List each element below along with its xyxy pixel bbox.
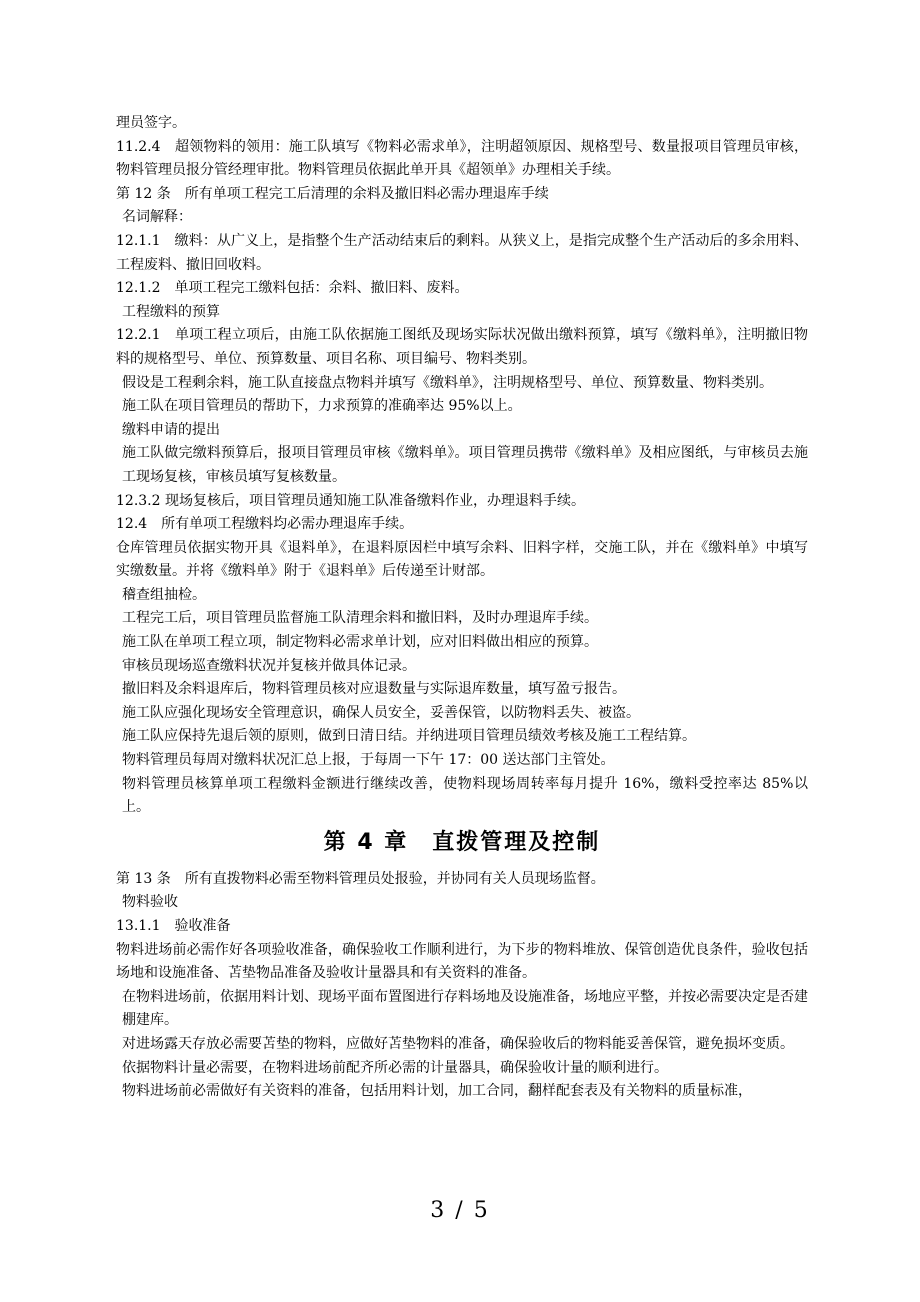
page-body <box>116 112 808 1104</box>
paragraph: 第 12 条 所有单项工程完工后清理的余料及撤旧料必需办理退库手续 <box>116 185 549 202</box>
paragraph: 依据物料计量必需要，在物料进场前配齐所必需的计量器具，确保验收计量的顺利进行。 <box>122 1059 668 1076</box>
paragraph: 工程完工后，项目管理员监督施工队清理余料和撤旧料，及时办理退库手续。 <box>122 610 598 627</box>
section-bottom <box>116 868 808 1104</box>
paragraph: 名词解释： <box>122 209 192 226</box>
paragraph: 在物料进场前，依据用料计划、现场平面布置图进行存料场地及设施准备，场地应平整，并按必需要决定是否建棚建库。 <box>122 988 808 1029</box>
paragraph: 施工队做完缴料预算后，报项目管理员审核《缴料单》。项目管理员携带《缴料单》及相应图纸，与审核员去施工现场复核，审核员填写复核数量。 <box>122 445 808 485</box>
paragraph: 稽查组抽检。 <box>122 586 206 603</box>
paragraph: 物料进场前必需作好各项验收准备，确保验收工作顺利进行，为下步的物料堆放、保管创造优良条件，验收包括场地和设施准备、苫垫物品准备及验收计量器具和有关资料的准备。 <box>116 941 808 982</box>
paragraph: 对进场露天存放必需要苫垫的物料，应做好苫垫物料的准备，确保验收后的物料能妥善保管，避免损坏变质。 <box>122 1035 794 1052</box>
paragraph: 假设是工程剩余料，施工队直接盘点物料并填写《缴料单》，注明规格型号、单位、预算数量、物料类别。 <box>122 374 773 391</box>
paragraph: 理员签字。 <box>116 115 186 131</box>
paragraph: 物料管理员核算单项工程缴料金额进行继续改善，使物料现场周转率每月提升 16%，缴料受控率达 85%以上。 <box>122 775 808 816</box>
paragraph: 缴料申请的提出 <box>122 421 220 438</box>
paragraph: 施工队在单项工程立项，制定物料必需求单计划，应对旧料做出相应的预算。 <box>122 634 598 651</box>
paragraph: 第 13 条 所有直拨物料必需至物料管理员处报验，并协同有关人员现场监督。 <box>116 870 605 887</box>
paragraph: 物料管理员每周对缴料状况汇总上报，于每周一下午 17：00 送达部门主管处。 <box>122 752 615 769</box>
paragraph: 审核员现场巡查缴料状况并复核并做具体记录。 <box>122 657 416 674</box>
paragraph: 12.1.2 单项工程完工缴料包括：余料、撤旧料、废料。 <box>116 280 469 297</box>
page-number: 3 / 5 <box>430 1198 490 1223</box>
paragraph: 仓库管理员依据实物开具《退料单》，在退料原因栏中填写余料、旧料字样，交施工队，并在《缴料单》中填写实缴数量。并将《缴料单》附于《退料单》后传递至计财部。 <box>116 539 808 580</box>
paragraph: 13.1.1 验收准备 <box>116 918 231 934</box>
paragraph: 工程缴料的预算 <box>122 303 220 320</box>
chapter-title: 第 4 章 直拨管理及控制 <box>323 829 601 855</box>
paragraph: 12.2.1 单项工程立项后，由施工队依据施工图纸及现场实际状况做出缴料预算，填写《缴料单》，注明撤旧物料的规格型号、单位、预算数量、项目名称、项目编号、物料类别。 <box>116 327 808 367</box>
paragraph: 施工队应保持先退后领的原则，做到日清日结。并纳进项目管理员绩效考核及施工工程结算。 <box>122 728 696 745</box>
paragraph: 12.1.1 缴料：从广义上，是指整个生产活动结束后的剩料。从狭义上，是指完成整个生产活动后的多余用料、工程废料、撤旧回收料。 <box>116 232 808 273</box>
paragraph: 施工队应强化现场安全管理意识，确保人员安全，妥善保管，以防物料丢失、被盗。 <box>122 704 640 721</box>
paragraph: 12.4 所有单项工程缴料均必需办理退库手续。 <box>116 516 414 533</box>
paragraph: 物料进场前必需做好有关资料的准备，包括用料计划，加工合同，翻样配套表及有关物料的质量标准， <box>122 1083 752 1100</box>
paragraph: 物料验收 <box>122 894 178 911</box>
paragraph: 12.3.2 现场复核后，项目管理员通知施工队准备缴料作业，办理退料手续。 <box>116 492 585 509</box>
paragraph: 施工队在项目管理员的帮助下，力求预算的准确率达 95%以上。 <box>122 398 522 415</box>
section-top <box>116 112 808 820</box>
paragraph: 11.2.4 超领物料的领用：施工队填写《物料必需求单》，注明超领原因、规格型号、数量报项目管理员审核，物料管理员报分管经理审批。物料管理员依据此单开具《超领单》办理相关手续。 <box>116 138 808 179</box>
paragraph: 撤旧料及余料退库后，物料管理员核对应退数量与实际退库数量，填写盈亏报告。 <box>122 681 626 698</box>
